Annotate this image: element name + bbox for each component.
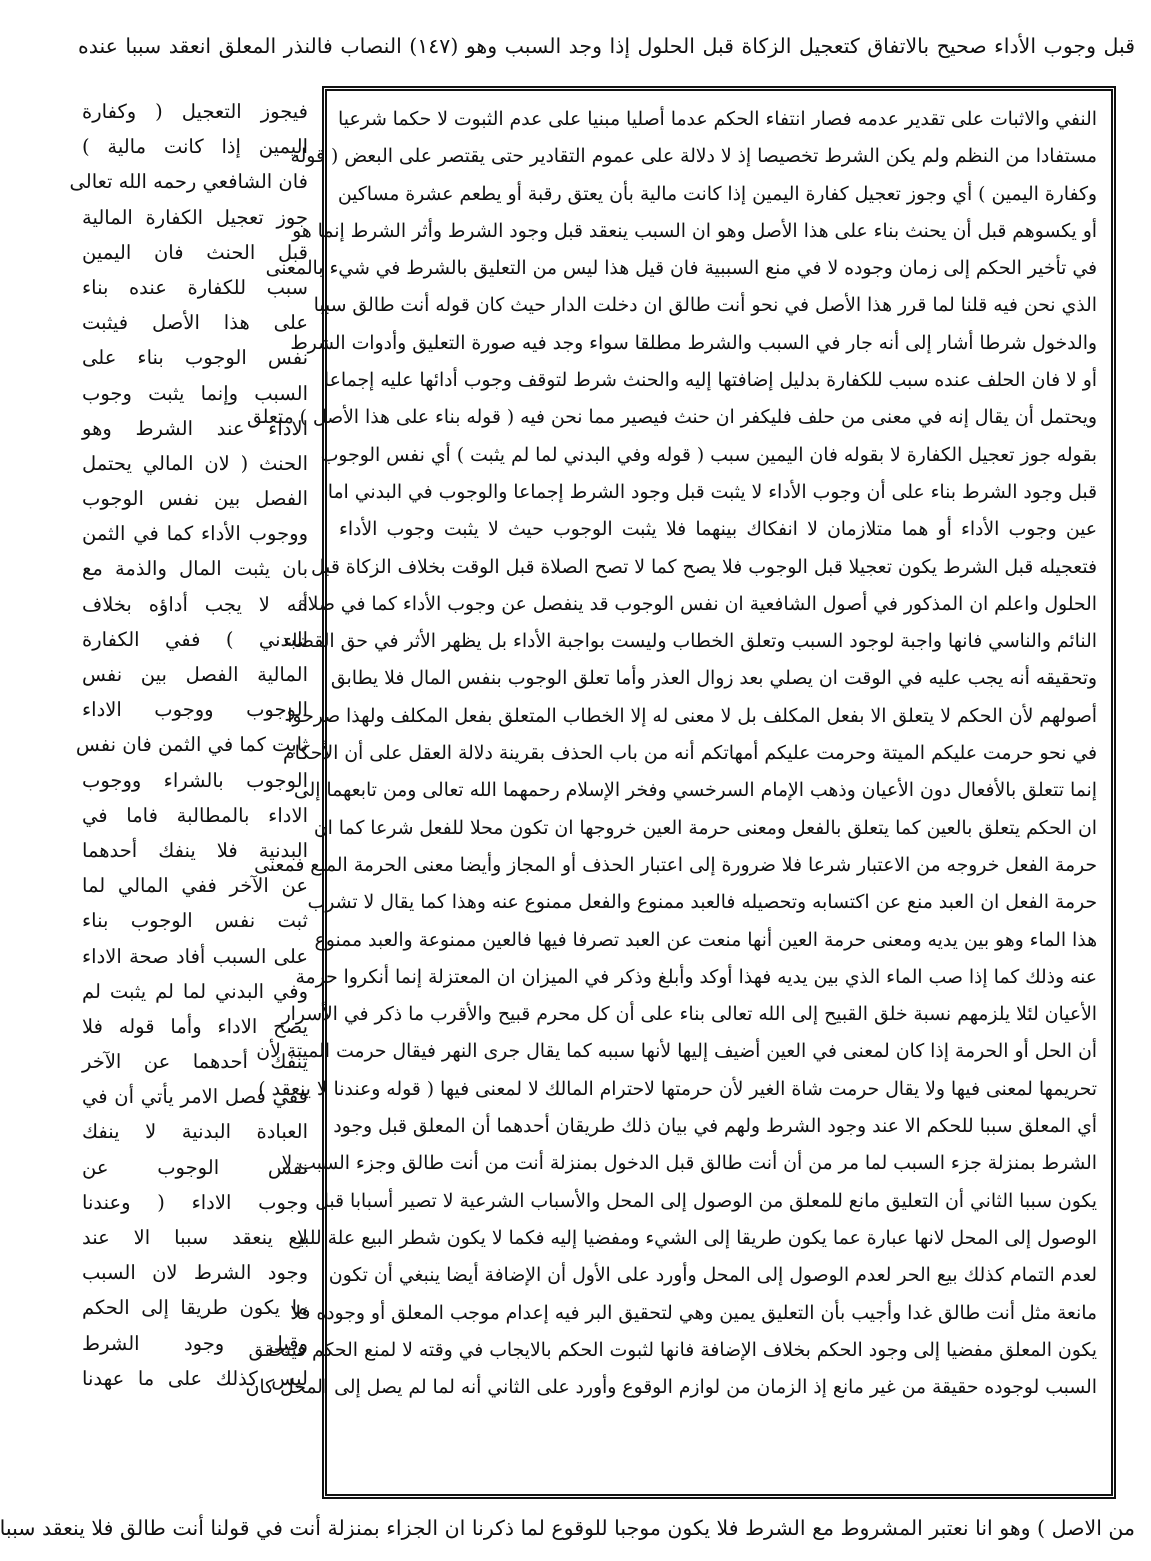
main-text-line: قبل وجود الشرط بناء على أن وجوب الأداء لا يثبت قبل وجود الشرط إجماعا والوجوب في البدني اما: [327, 481, 1097, 503]
side-text-line: فيجوز التعجيل ( وكفارة: [82, 100, 308, 123]
main-text-line: أن الحل أو الحرمة إذا كان لمعنى في العين أضيف إليها لأنها سببه كما يقال جرى النهر فيقال حرمت الميتة لأن: [256, 1041, 1097, 1063]
main-text-line: أصولهم لأن الحكم لا يتعلق الا بفعل المكلف بل لا معنى له إلا الخطاب المتعلق بفعل المكلف ولهذا صرحوا: [287, 705, 1097, 727]
side-text-line: المالية الفصل بين نفس: [82, 663, 308, 686]
main-text-line: فتعجيله قبل الشرط يكون تعجيلا قبل الوجوب فلا يصح كما لا تصح الصلاة قبل الوقت بخلاف الزكاة قبل: [310, 556, 1097, 578]
page-footer: من الاصل ) وهو انا نعتبر المشروط مع الشرط فلا يكون موجبا للوقوع لما ذكرنا ان الجزاء بمنزلة أنت في قولنا أنت طالق فلا ينعقد سببا: [0, 1516, 1135, 1540]
side-text-column: [69, 94, 308, 1504]
main-text-line: الذي نحن فيه قلنا لما قرر هذا الأصل في نحو أنت طالق ان دخلت الدار حيث كان قوله أنت طالق سببا: [313, 295, 1097, 317]
side-text-line: فان الشافعي رحمه الله تعالى: [69, 170, 308, 194]
side-text-line: أنه لا يجب أداؤه بخلاف: [82, 592, 308, 616]
main-text-line: أو لا فان الحلف عنده سبب للكفارة بدليل إضافتها إليه والحنث شرط لتوقف وجوب أدائها عليه إجماعا: [323, 370, 1097, 392]
main-text-line: أو يكسوهم قبل أن يحنث بناء على هذا الأصل وهو ان السبب ينعقد قبل وجود الشرط وأثر الشرط إنما هو: [292, 220, 1097, 242]
main-text-line: ويحتمل أن يقال إنه في معنى من حلف فليكفر ان حنث فيصير مما نحن فيه ( قوله بناء على هذا الأصل ) متعلق: [246, 407, 1097, 429]
side-text-line: على هذا الأصل فيثبت: [82, 311, 308, 335]
side-text-line: الحنث ( لان المالي يحتمل: [82, 451, 308, 475]
side-text-line: الوجوب بالشراء ووجوب: [82, 768, 308, 792]
main-text-line: مانعة مثل أنت طالق غدا وأجيب بأن التعليق يمين وهي لتحقيق البر فيه إعدام موجب المعلق أو وجوده فلا: [290, 1302, 1097, 1324]
side-text-line: ينفك أحدهما عن الآخر: [82, 1050, 308, 1074]
main-text-line: عنه وذلك كما إذا صب الماء الذي بين يديه فهذا أوكد وأبلغ وذكر في الميزان ان المعتزلة إنما أنكروا حرمة: [295, 966, 1097, 988]
main-text-line: الشرط بمنزلة جزء السبب لما مر من أن أنت طالق قبل الدخول بمنزلة أنت من أنت طالق وجزء السبب لا: [281, 1153, 1097, 1175]
main-text-line: النفي والاثبات على تقدير عدمه فصار انتفاء الحكم عدما أصليا مبنيا على عدم الثبوت لا حكما شرعيا: [338, 109, 1097, 130]
side-text-line: ثابت كما في الثمن فان نفس: [75, 733, 308, 757]
side-text-line: ليس كذلك على ما عهدنا: [82, 1366, 308, 1390]
main-text-line: يكون سببا الثاني أن التعليق مانع للمعلق من الوصول إلى المحل والأسباب الشرعية لا تصير أسبابا قبل: [315, 1190, 1097, 1212]
main-text-line: الأعيان لئلا يلزمهم نسبة خلق القبيح إلى الله تعالى بناء على أن كل محرم قبيح والأقرب ما ذكر في الأسرار: [281, 1004, 1097, 1026]
side-text-line: ووجوب الأداء كما في الثمن: [82, 522, 308, 546]
side-text-line: ثبت نفس الوجوب بناء: [82, 909, 308, 933]
side-text-line: نفس الوجوب بناء على: [82, 346, 308, 370]
main-text-line: ان الحكم يتعلق بالعين كما يتعلق بالفعل ومعنى حرمة العين خروجها ان تكون محلا للفعل شرعا كما ان: [313, 817, 1097, 839]
main-text-line: عين وجوب الأداء أو هما متلازمان لا انفكاك بينهما فلا يثبت الوجوب حيث لا يثبت وجوب الأداء: [339, 519, 1097, 541]
main-text-line: حرمة الفعل ان العبد منع عن اكتسابه وتحصيله فالعبد ممنوع والفعل ممنوع عنه وهذا كما يقال لا تشرب: [307, 892, 1097, 914]
main-text-line: النائم والناسي فانها واجبة لوجود السبب وتعلق الخطاب وليست بواجبة الأداء بل يظهر الأثر في حق القضاء: [283, 631, 1097, 653]
main-commentary-box: [245, 86, 1116, 1499]
main-text-line: والدخول شرطا أشار إلى أنه جار في السبب والشرط مطلقا سواء وجد فيه صورة التعليق وأدوات الشرط: [290, 332, 1097, 354]
side-text-line: وجود الشرط لان السبب: [82, 1261, 308, 1285]
side-text-line: العبادة البدنية لا ينفك: [82, 1120, 308, 1144]
main-text-line: السبب لوجوده حقيقة من غير مانع إذ الزمان من لوازم الوقوع وأورد على الثاني أنه لما لم يصل إلى المحل كان: [245, 1377, 1097, 1399]
main-text-line: بقوله جوز تعجيل الكفارة لا بقوله فان اليمين سبب ( قوله وفي البدني لما لم يثبت ) أي نفس الوجوب: [320, 444, 1097, 466]
side-text-line: سبب للكفارة عنده بناء: [82, 275, 308, 299]
side-text-line: وفي البدني لما لم يثبت لم: [82, 979, 308, 1003]
side-text-line: عن الآخر ففي المالي لما: [82, 874, 308, 898]
side-text-line: لا ينعقد سببا الا عند: [82, 1226, 308, 1249]
side-text-line: الوجوب ووجوب الاداء: [82, 698, 308, 722]
main-text-line: إنما تتعلق بالأفعال دون الأعيان وذهب الإمام السرخسي وفخر الإسلام رحمهما الله تعالى ومن تابعهما إلى: [293, 780, 1097, 802]
side-text-line: اليمين إذا كانت مالية ): [82, 135, 308, 159]
side-text-line: قبل الحنث فان اليمين: [82, 240, 308, 264]
side-text-line: وجوب الاداء ( وعندنا: [82, 1190, 308, 1214]
side-text-line: الاداء بالمطالبة فاما في: [82, 803, 308, 827]
main-text-line: هذا الماء وهو بين يديه ومعنى حرمة العين أنها منعت عن العبد تصرفا فيها فالعين ممنوعة والعبد ممنوع: [314, 929, 1097, 951]
side-text-line: جوز تعجيل الكفارة المالية: [82, 205, 308, 229]
main-text-line: لعدم التمام كذلك بيع الحر لعدم الوصول إلى المحل وأورد على الأول أن الإضافة أيضا ينبغي أن تكون: [328, 1265, 1097, 1287]
side-text-line: نفس الوجوب عن: [82, 1155, 308, 1179]
main-text-line: حرمة الفعل خروجه من الاعتبار شرعا فلا ضرورة إلى اعتبار الحذف أو المجاز وأيضا معنى الحرمة المنع فمعنى: [254, 854, 1097, 876]
main-text-line: في تأخير الحكم إلى زمان وجوده لا في منع السببية فان قيل هذا ليس من التعليق بالشرط في شيء بالمعنى: [265, 258, 1097, 280]
side-text-line: البدنية فلا ينفك أحدهما: [82, 838, 308, 862]
main-text-line: الوصول إلى المحل لانها عبارة عما يكون طريقا إلى الشيء ومفضيا إليه فكما لا يكون شطر البيع علة للبيع: [288, 1227, 1097, 1249]
side-text-line: الاداء عند الشرط وهو: [82, 416, 308, 440]
side-text-line: على السبب أفاد صحة الاداء: [82, 944, 308, 968]
side-text-line: السبب وإنما يثبت وجوب: [82, 381, 308, 405]
side-text-line: ففي فصل الامر يأتي أن في: [82, 1085, 308, 1109]
side-text-line: وقبل وجود الشرط: [82, 1331, 308, 1355]
side-text-line: الفصل بين نفس الوجوب: [82, 487, 308, 511]
main-text-line: أي المعلق سببا للحكم الا عند وجود الشرط ولهم في بيان ذلك طريقان أحدهما أن المعلق قبل وجود: [333, 1116, 1097, 1138]
main-text-line: الحلول واعلم ان المذكور في أصول الشافعية ان نفس الوجوب قد ينفصل عن وجوب الأداء كما في صلاة: [297, 593, 1097, 615]
main-text-line: تحريمها لمعنى فيها ولا يقال حرمت شاة الغير لأن حرمتها لاحترام المالك لا لمعنى فيها ( قوله وعندنا لا ينعقد ): [258, 1078, 1097, 1100]
side-text-line: ما يكون طريقا إلى الحكم: [82, 1296, 308, 1320]
main-text-line: وكفارة اليمين ) أي وجوز تعجيل كفارة اليمين إذا كانت مالية بأن يعتق رقبة أو يطعم عشرة مساكين: [337, 183, 1097, 205]
side-text-line: يصح الاداء وأما قوله فلا: [82, 1014, 308, 1038]
side-text-line: بان يثبت المال والذمة مع: [82, 557, 308, 581]
main-text-line: وتحقيقه أنه يجب عليه في الوقت ان يصلي بعد زوال العذر وأما تعلق الوجوب بنفس المال فلا يطابق: [330, 668, 1097, 690]
main-text-line: في نحو حرمت عليكم الميتة وحرمت عليكم أمهاتكم أنه من باب الحذف بقرينة دلالة العقل على أن الأحكام: [283, 743, 1097, 765]
main-text-line: يكون المعلق مفضيا إلى وجود الحكم بخلاف الإضافة فانها لثبوت الحكم بالايجاب في وقته لا لمنع الحكم فيتحقق: [248, 1339, 1097, 1361]
side-text-line: البدني ) ففي الكفارة: [82, 627, 308, 651]
page-header: قبل وجوب الأداء صحيح بالاتفاق كتعجيل الزكاة قبل الحلول إذا وجد السبب وهو (١٤٧) النصاب فالنذر المعلق انعقد سببا عنده: [78, 34, 1135, 58]
main-text-line: مستفادا من النظم ولم يكن الشرط تخصيصا إذ لا دلالة على عموم التقادير حتى يقتصر على البعض ( قوله: [290, 146, 1097, 168]
